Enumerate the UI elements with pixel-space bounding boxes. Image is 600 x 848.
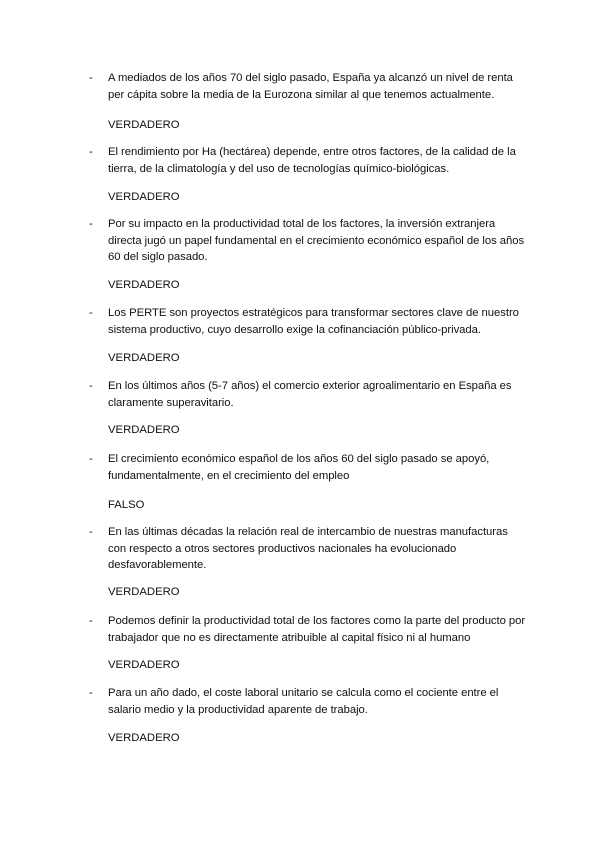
bullet-dash: - [89, 687, 93, 699]
answer-label: VERDADERO [108, 352, 180, 364]
bullet-dash: - [89, 307, 93, 319]
question-statement: A mediados de los años 70 del siglo pasado, España ya alcanzó un nivel de renta per cápita sobre la media de la Eurozona similar al que tenemos actualmente. [108, 72, 513, 101]
answer-label: VERDADERO [108, 659, 180, 671]
bullet-dash: - [89, 380, 93, 392]
question-statement: En las últimas décadas la relación real de intercambio de nuestras manufacturas con respecto a otros sectores productivos nacionales ha evolucionado desfavorablemente. [108, 526, 508, 571]
answer-label: VERDADERO [108, 732, 180, 744]
bullet-dash: - [89, 218, 93, 230]
bullet-dash: - [89, 72, 93, 84]
question-statement: Podemos definir la productividad total de los factores como la parte del producto por trabajador que no es directamente atribuible al capital físico ni al humano [108, 615, 526, 644]
answer-label: VERDADERO [108, 191, 180, 203]
question-statement: Por su impacto en la productividad total de los factores, la inversión extranjera directa jugó un papel fundamental en el crecimiento económico español de los años 60 del siglo pasado. [108, 218, 525, 263]
answer-label: VERDADERO [108, 279, 180, 291]
answer-label: FALSO [108, 499, 145, 511]
bullet-dash: - [89, 146, 93, 158]
question-statement: El rendimiento por Ha (hectárea) depende, entre otros factores, de la calidad de la tierra, de la climatología y del uso de tecnologías químico-biológicas. [108, 146, 516, 175]
bullet-dash: - [89, 526, 93, 538]
question-statement: El crecimiento económico español de los años 60 del siglo pasado se apoyó, fundamentalmente, en el crecimiento del empleo [108, 453, 490, 482]
bullet-dash: - [89, 453, 93, 465]
question-statement: En los últimos años (5-7 años) el comercio exterior agroalimentario en España es claramente superavitario. [108, 380, 512, 409]
answer-label: VERDADERO [108, 119, 180, 131]
bullet-dash: - [89, 615, 93, 627]
question-statement: Los PERTE son proyectos estratégicos para transformar sectores clave de nuestro sistema productivo, cuyo desarrollo exige la cofinanciación público-privada. [108, 307, 519, 336]
answer-label: VERDADERO [108, 424, 180, 436]
answer-label: VERDADERO [108, 586, 180, 598]
question-statement: Para un año dado, el coste laboral unitario se calcula como el cociente entre el salario medio y la productividad aparente de trabajo. [108, 687, 499, 716]
